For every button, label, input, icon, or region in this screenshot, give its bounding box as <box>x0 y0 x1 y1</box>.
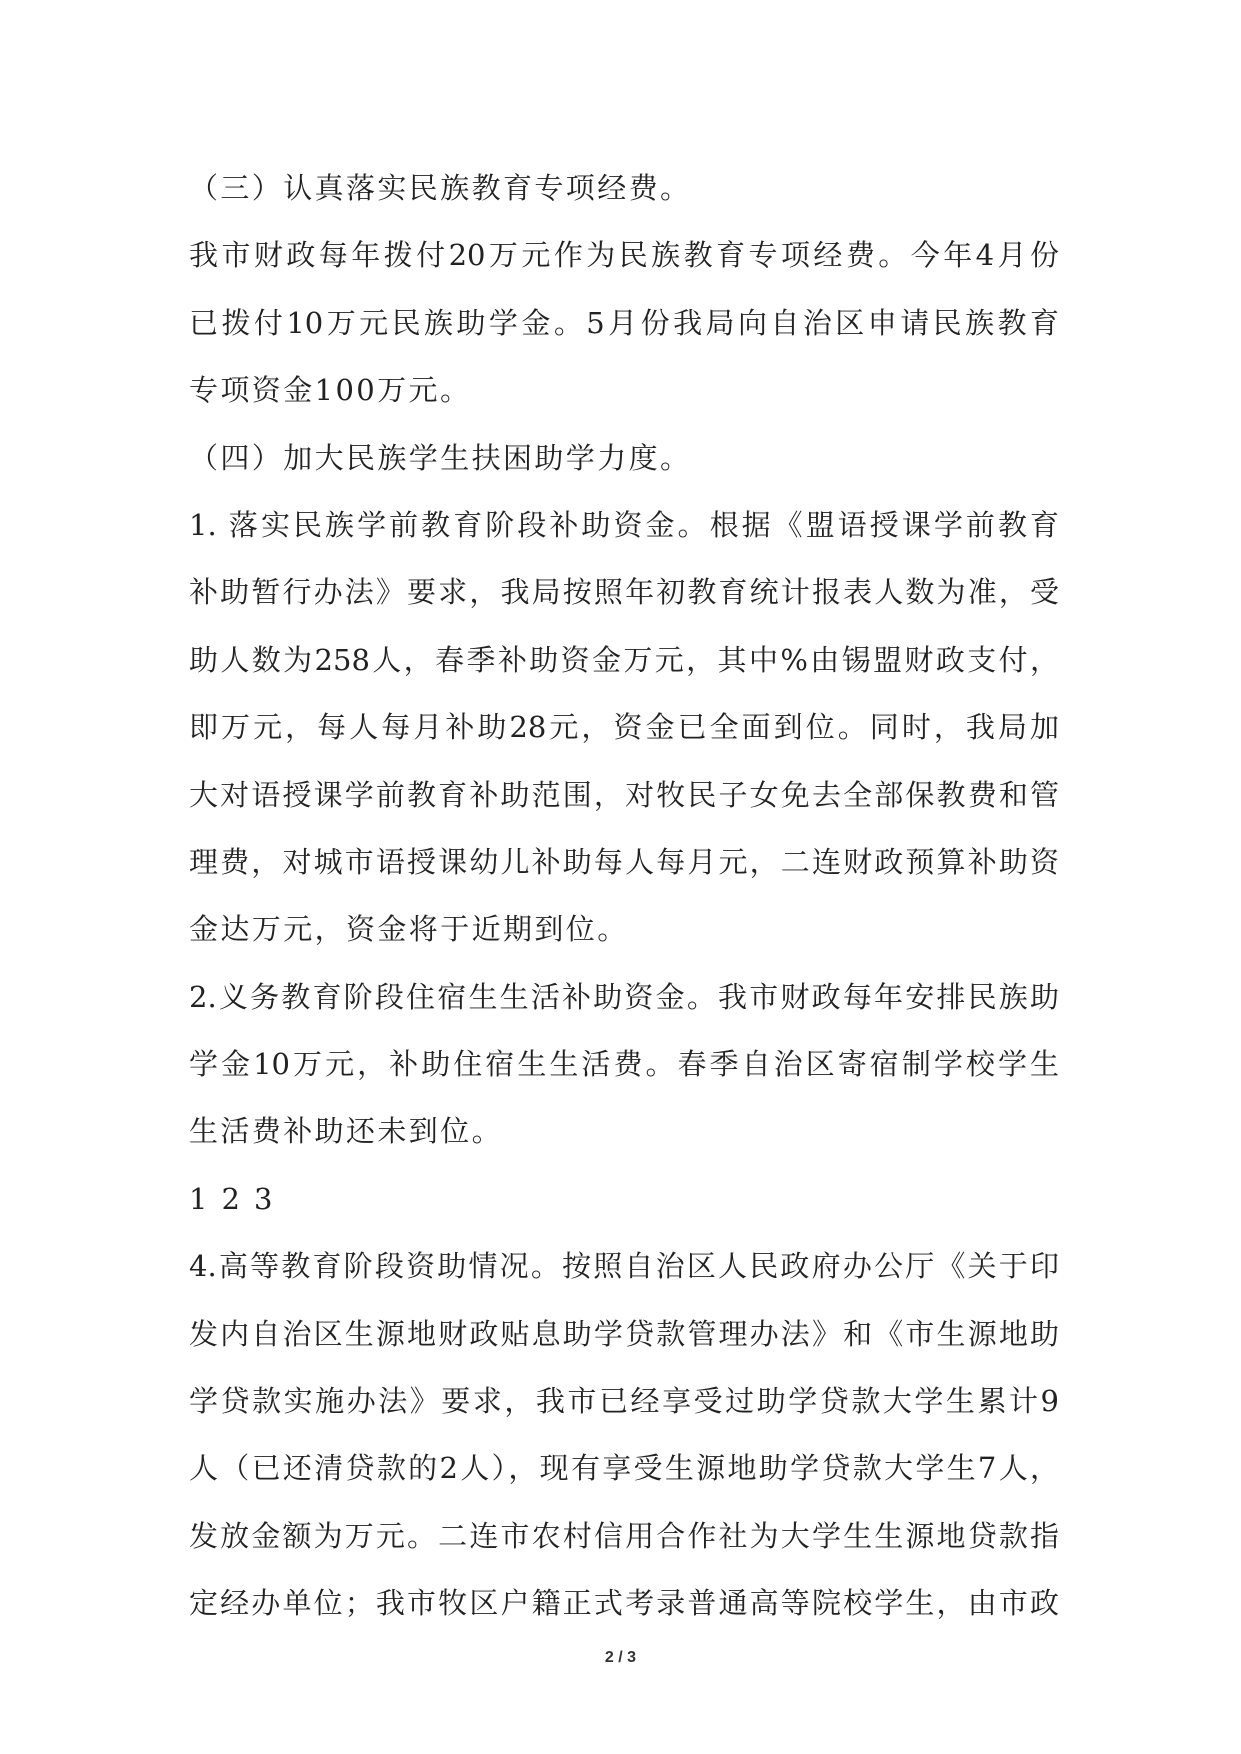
paragraph-line: 定经办单位；我市牧区户籍正式考录普通高等院校学生，由市政 <box>189 1586 1059 1621</box>
section-heading-3: （三）认真落实民族教育专项经费。 <box>189 171 692 205</box>
paragraph-line: 人（已还清贷款的2人），现有享受生源地助学贷款大学生7人， <box>189 1451 1059 1486</box>
list-markers-line: 1 2 3 <box>189 1181 275 1216</box>
paragraph-line: 大对语授课学前教育补助范围，对牧民子女免去全部保教费和管 <box>189 777 1059 812</box>
paragraph-line: 已拨付10万元民族助学金。5月份我局向自治区申请民族教育 <box>189 305 1059 340</box>
paragraph-line: 4.高等教育阶段资助情况。按照自治区人民政府办公厅《关于印 <box>189 1249 1059 1284</box>
paragraph-line: 发内自治区生源地财政贴息助学贷款管理办法》和《市生源地助 <box>189 1316 1059 1351</box>
paragraph-line: 助人数为258人，春季补助资金万元，其中%由锡盟财政支付， <box>189 642 1059 677</box>
paragraph-line: 我市财政每年拨付20万元作为民族教育专项经费。今年4月份 <box>189 238 1059 273</box>
paragraph-line: 补助暂行办法》要求，我局按照年初教育统计报表人数为准，受 <box>189 575 1059 610</box>
paragraph-line: 发放金额为万元。二连市农村信用合作社为大学生生源地贷款指 <box>189 1518 1059 1553</box>
paragraph-line: 1. 落实民族学前教育阶段补助资金。根据《盟语授课学前教育 <box>189 507 1059 542</box>
paragraph-line: 专项资金100万元。 <box>189 373 472 408</box>
paragraph-line: 学贷款实施办法》要求，我市已经享受过助学贷款大学生累计9 <box>189 1384 1059 1419</box>
paragraph-line: 即万元，每人每月补助28元，资金已全面到位。同时，我局加 <box>189 710 1059 745</box>
section-heading-4: （四）加大民族学生扶困助学力度。 <box>189 440 692 475</box>
document-body <box>189 155 1059 1638</box>
page-number: 2 / 3 <box>604 1649 637 1666</box>
paragraph-line: 生活费补助还未到位。 <box>189 1114 504 1149</box>
paragraph-line: 金达万元，资金将于近期到位。 <box>189 912 629 947</box>
paragraph-line: 学金10万元，补助住宿生生活费。春季自治区寄宿制学校学生 <box>189 1047 1059 1082</box>
paragraph-line: 2.义务教育阶段住宿生生活补助资金。我市财政每年安排民族助 <box>189 979 1059 1014</box>
paragraph-line: 理费，对城市语授课幼儿补助每人每月元，二连财政预算补助资 <box>189 844 1059 879</box>
